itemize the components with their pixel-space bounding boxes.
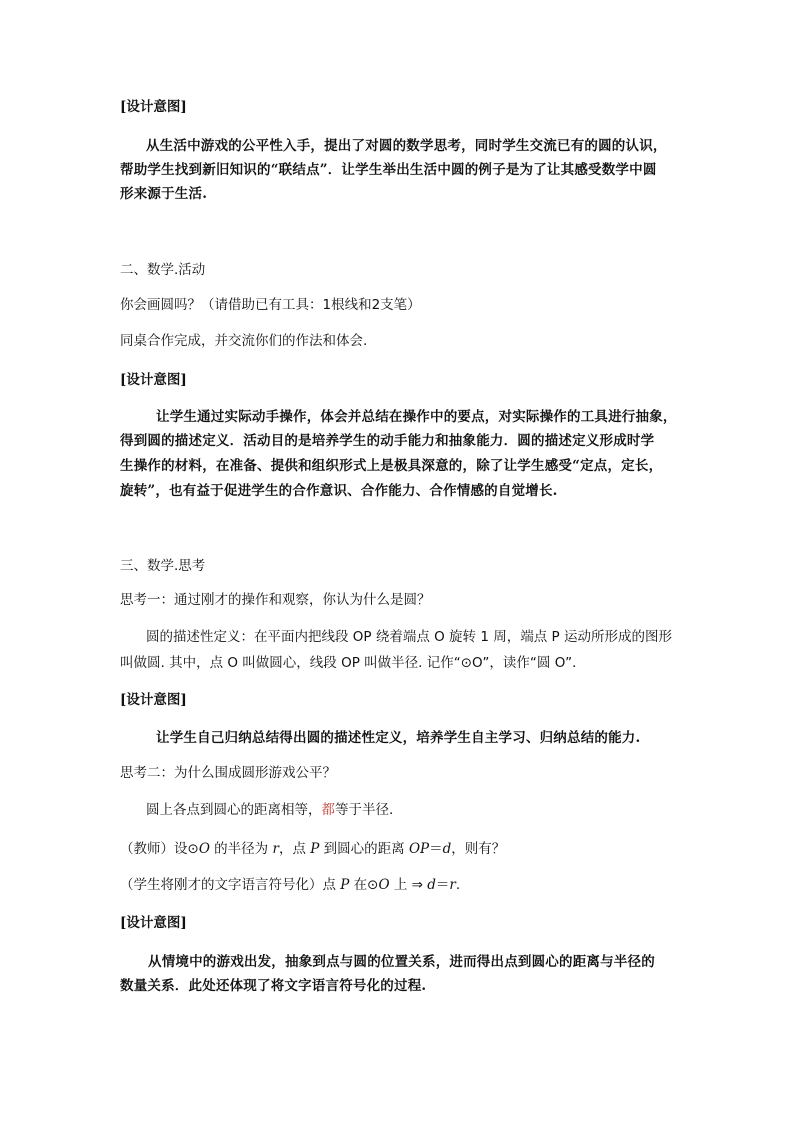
math-variable: P: [310, 841, 320, 857]
circle-definition-line: 叫做圆. 其中，点 O 叫做圆心，线段 OP 叫做半径. 记作“⊙O”，读作“圆 O”．: [120, 655, 586, 671]
math-variable: d: [442, 841, 452, 857]
math-variable: r: [272, 841, 279, 857]
activity-question: 你会画圆吗？（请借助已有工具：1根线和2支笔）: [120, 297, 421, 313]
design-intent-heading: [设计意图]: [120, 99, 187, 115]
design-intent-paragraph-line: 从生活中游戏的公平性入手，提出了对圆的数学思考，同时学生交流已有的圆的认识，: [146, 138, 667, 154]
design-intent-paragraph-line: 形来源于生活.: [120, 186, 208, 202]
circle-definition-line: 圆的描述性定义：在平面内把线段 OP 绕着端点 O 旋转 1 周，端点 P 运动所形成的图形: [146, 629, 672, 645]
design-intent-paragraph-line: 旋转”，也有益于促进学生的合作意识、合作能力、合作情感的自觉增长.: [120, 483, 558, 499]
text-segment: .: [455, 877, 461, 893]
text-segment: 在⊙: [349, 877, 379, 893]
math-variable: P: [340, 877, 350, 893]
text-segment: ＝: [429, 841, 443, 857]
design-intent-heading: [设计意图]: [120, 692, 187, 708]
thinking-question-one: 思考一：通过刚才的操作和观察，你认为什么是圆？: [120, 592, 431, 608]
text-segment: 到圆心的距离: [319, 841, 409, 857]
text-segment: ，点: [278, 841, 311, 857]
text-segment: （学生将刚才的文字语言符号化）点: [120, 877, 341, 893]
math-variable: O: [198, 841, 210, 857]
activity-instruction: 同桌合作完成，并交流你们的作法和体会.: [120, 333, 368, 349]
highlighted-text: 都: [321, 802, 335, 818]
math-variable: OP: [408, 841, 430, 857]
statement-text: 圆上各点到圆心的距离相等，: [146, 802, 322, 818]
design-intent-paragraph-line: 让学生自己归纳总结得出圆的描述性定义，培养学生自主学习、归纳总结的能力.: [156, 730, 641, 746]
statement-text: 等于半径.: [335, 802, 394, 818]
design-intent-heading: [设计意图]: [120, 915, 187, 931]
design-intent-paragraph-line: 数量关系．此处还体现了将文字语言符号化的过程.: [120, 978, 427, 994]
design-intent-paragraph-line: 让学生通过实际动手操作，体会并总结在操作中的要点，对实际操作的工具进行抽象，: [156, 409, 677, 425]
design-intent-paragraph-line: 从情境中的游戏出发，抽象到点与圆的位置关系，进而得出点到圆心的距离与半径的: [148, 954, 655, 970]
text-segment: 上 ⇒: [389, 877, 428, 893]
design-intent-paragraph-line: 生操作的材料，在准备、提供和组织形式上是极具深意的，除了让学生感受“定点，定长，: [120, 458, 663, 474]
section-title-thinking: 三、数学.思考: [120, 558, 206, 574]
math-variable: d: [427, 877, 436, 893]
design-intent-paragraph-line: 帮助学生找到新旧知识的“联结点”．让学生举出生活中圆的例子是为了让其感受数学中圆: [120, 162, 657, 178]
text-segment: （教师）设⊙: [120, 841, 199, 857]
section-title-activity: 二、数学.活动: [120, 262, 206, 278]
text-segment: 的半径为: [209, 841, 273, 857]
equal-distance-statement: [146, 801, 680, 819]
student-symbolization: [120, 876, 680, 894]
math-variable: O: [378, 877, 390, 893]
thinking-question-two: 思考二：为什么围成圆形游戏公平？: [120, 765, 336, 781]
design-intent-heading: [设计意图]: [120, 372, 187, 388]
design-intent-paragraph-line: 得到圆的描述定义．活动目的是培养学生的动手能力和抽象能力．圆的描述定义形成时学: [120, 433, 655, 449]
teacher-question: [120, 840, 680, 858]
text-segment: ，则有？: [451, 841, 506, 857]
math-variable: r: [449, 877, 456, 893]
text-segment: ＝: [435, 877, 450, 893]
